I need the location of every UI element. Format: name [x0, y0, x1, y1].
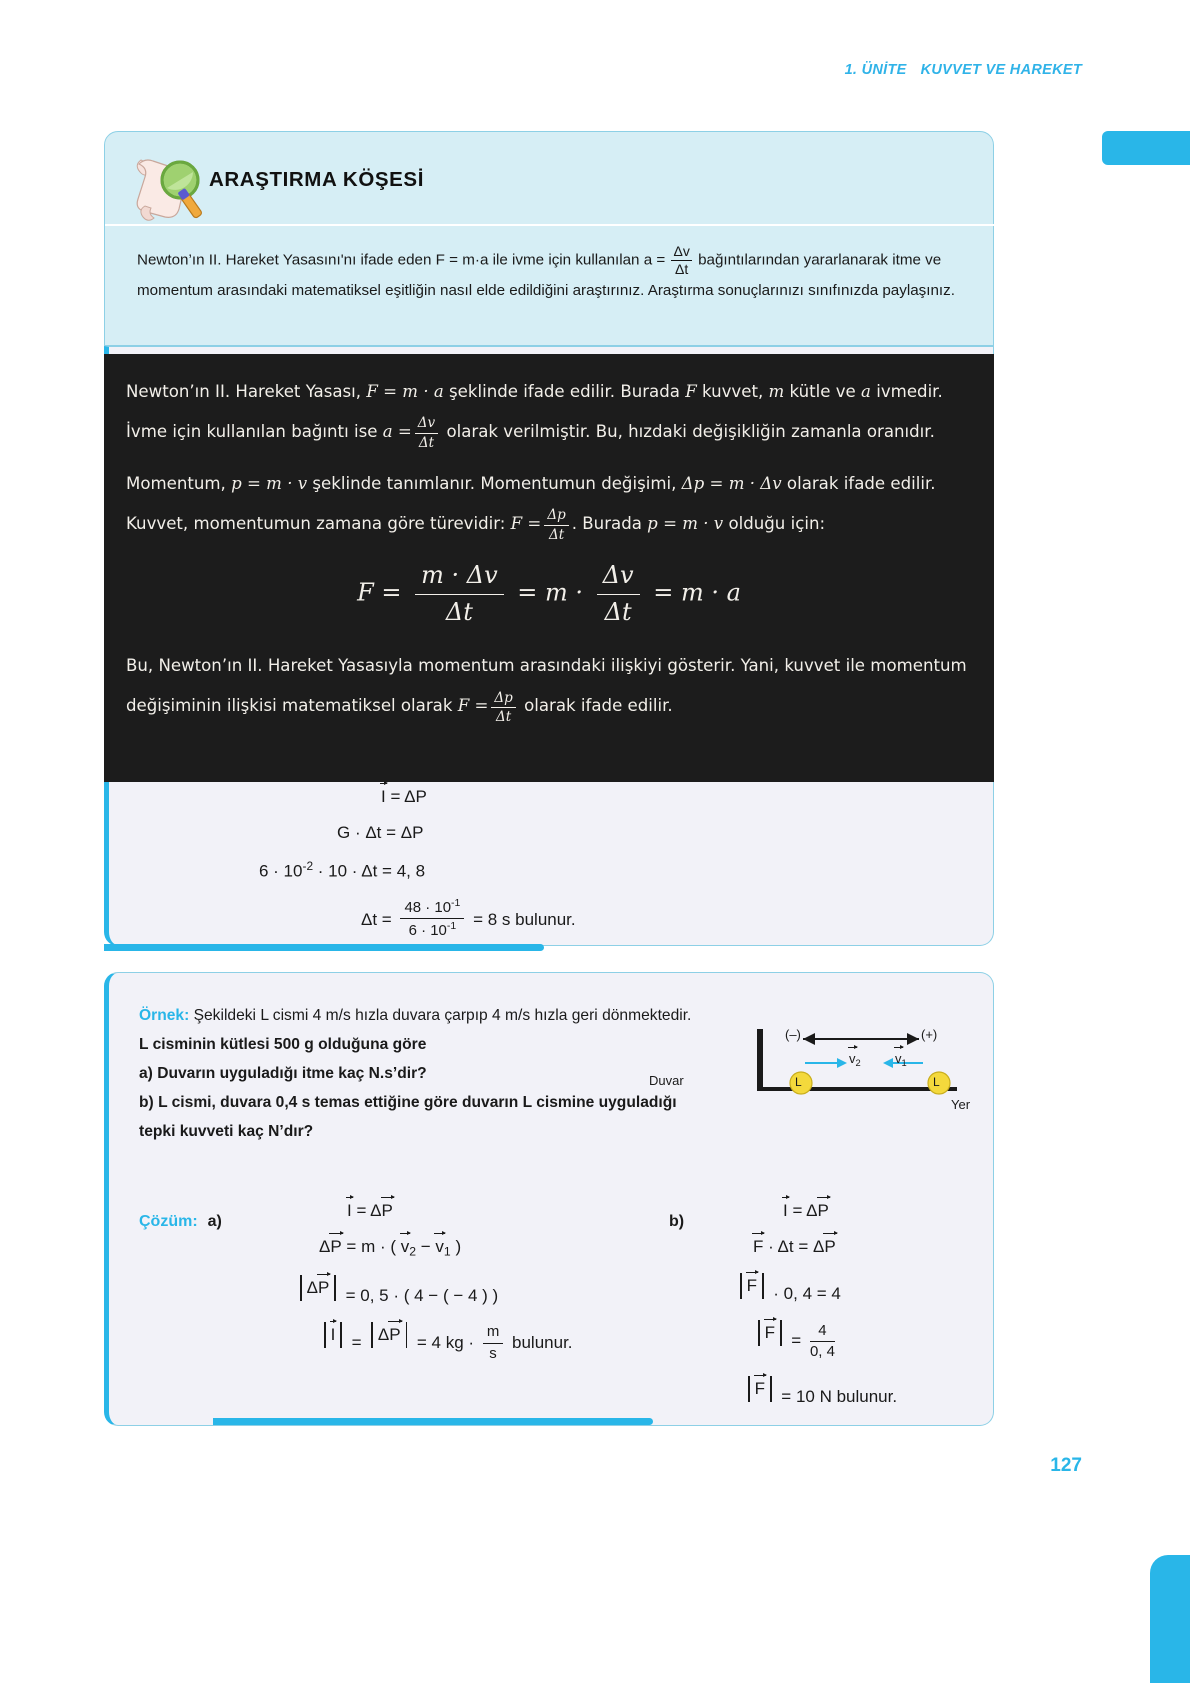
- figure-wall-label: Duvar: [649, 1073, 684, 1088]
- figure-sign-positive: (+): [921, 1027, 938, 1042]
- research-corner-header: [105, 132, 993, 224]
- corner-tab-decoration: [1150, 1555, 1190, 1683]
- unit-fraction-ms: $\frac{m}{s}$: [483, 1324, 503, 1362]
- research-corner-body: [105, 224, 995, 305]
- example-given: L cisminin kütlesi 500 g olduğuna göre: [139, 1036, 427, 1053]
- b-line-5: F = 10 N bulunur.: [719, 1376, 1039, 1407]
- delta-t-numerator: $48 \cdot 10^{-1}$: [400, 898, 464, 919]
- a-line-2: ΔP = m · ( $v_2 - v_1$ ): [319, 1237, 462, 1259]
- solution-line-4: [109, 898, 999, 939]
- solution-part-a-marker: a): [207, 1213, 222, 1230]
- solution-line-3-rest: · 10 · Δt = 4, 8: [313, 861, 426, 881]
- dark-fraction-dp-dt-1: $\frac{\Delta p}{\Delta t}$: [544, 508, 568, 542]
- b-line-4: F = $\frac{4}{0, 4}$: [719, 1320, 1039, 1360]
- example-question-list: [139, 1059, 699, 1146]
- solution-card-underline: [104, 944, 544, 951]
- research-corner-card: [104, 131, 994, 346]
- a-line-1: I = ΔP: [347, 1201, 393, 1220]
- figure-sign-negative: (–): [785, 1027, 801, 1042]
- example-statement: [139, 1001, 699, 1146]
- solution-line-2: G · Δt = ΔP: [337, 823, 424, 842]
- solution-line-3-exponent: -2: [302, 859, 314, 873]
- force-fraction: $\frac{4}{0, 4}$: [809, 1321, 835, 1360]
- solution-part-b-marker: b): [669, 1213, 685, 1230]
- figure-velocity-2: $v_2$: [849, 1051, 861, 1068]
- dark-fraction-dp-dt-2: $\frac{\Delta p}{\Delta t}$: [491, 691, 515, 725]
- question-a-marker: a): [139, 1065, 153, 1082]
- display-fraction-2: $\frac{\Delta v}{\Delta t}$: [597, 562, 640, 626]
- question-b-text: L cismi, duvara 0,4 s temas ettiğine göre duvarın L cismine uyguladığı tepki kuvveti kaç N’dır?: [139, 1094, 677, 1140]
- example-label: Örnek:: [139, 1007, 190, 1024]
- running-header: [845, 62, 1082, 78]
- research-corner-title: ARAŞTIRMA KÖŞESİ: [209, 168, 424, 191]
- b-line-2: F · Δt = ΔP: [753, 1237, 836, 1256]
- figure-velocity-1: $v_1$: [895, 1051, 907, 1068]
- edge-tab-decoration: [1102, 131, 1190, 165]
- example-intro: Şekildeki L cismi 4 m/s hızla duvara çarpıp 4 m/s hızla geri dönmektedir.: [193, 1007, 692, 1024]
- solution-line-1: [109, 787, 999, 807]
- solution-line-1-rhs: = ΔP: [390, 787, 427, 806]
- figure-ground-label: Yer: [951, 1097, 971, 1112]
- figure-body-left-label: L: [795, 1075, 802, 1089]
- acceleration-fraction: [671, 244, 691, 276]
- example-card-underline: [213, 1418, 653, 1425]
- previous-solution-math: [109, 787, 999, 955]
- fraction-denominator: Δt: [675, 260, 689, 277]
- solution-label-row: [139, 1213, 222, 1231]
- dark-paragraph-1: Newton’ın II. Hareket Yasası, F = m · a şeklinde ifade edilir. Burada F kuvvet, m kütle ve a ivmedir. İvme için kullanılan bağıntı ise a = $\frac{\Delta v}{\Delta t}$ olarak verilmiştir. Bu, hızdaki değişikliğin zamanla oranıdır.: [126, 382, 943, 451]
- dark-paragraph-2: Momentum, p = m · v şeklinde tanımlanır. Momentumun değişimi, Δp = m · Δv olarak ifade edilir. Kuvvet, momentumun zamana göre türevidir: F = $\frac{\Delta p}{\Delta t}$ . Burada p = m · v olduğu için:: [126, 474, 936, 543]
- solution-column-b: [719, 1201, 1039, 1423]
- delta-t-denominator: $6 \cdot 10^{-1}$: [408, 920, 457, 939]
- dark-paragraph-3: Bu, Newton’ın II. Hareket Yasasıyla momentum arasındaki ilişkiyi gösterir. Yani, kuvvet ile momentum değişiminin ilişkisi matematiksel olarak F = $\frac{\Delta p}{\Delta t}$ olarak ifade edilir.: [126, 656, 967, 726]
- solution-label: Çözüm:: [139, 1213, 198, 1230]
- delta-t-result: = 8 s bulunur.: [473, 909, 576, 929]
- delta-t-label: Δt =: [361, 909, 392, 929]
- question-b-marker: b): [139, 1094, 154, 1111]
- a-line-3: Δ P = 0, 5 · ( 4 − ( − 4 ) ): [289, 1275, 649, 1306]
- impulse-vector: I: [381, 787, 386, 806]
- unit-title: KUVVET VE HAREKET: [920, 62, 1082, 78]
- dark-display-equation: F = $\frac{m \cdot \Delta v}{\Delta t}$ = m · $\frac{\Delta v}{\Delta t}$ = m · a: [357, 561, 741, 626]
- page-number: 127: [1050, 1455, 1082, 1476]
- example-question-b: [139, 1088, 699, 1146]
- b-line-1: I = ΔP: [783, 1201, 829, 1220]
- a-line-4: I = Δ P = 4 kg · $\frac{m}{s}$ bulunur.: [289, 1322, 649, 1362]
- display-fraction-1: $\frac{m \cdot \Delta v}{\Delta t}$: [415, 562, 504, 626]
- example-question-a: [139, 1059, 699, 1088]
- solution-line-3-base: 6 · 10: [259, 861, 303, 881]
- solution-column-a: [289, 1201, 649, 1378]
- unit-number: 1. ÜNİTE: [844, 62, 907, 78]
- research-text-part1: Newton’ın II. Hareket Yasasını'nı ifade eden F = m·a ile ivme için kullanılan a =: [137, 251, 670, 269]
- example-card: [104, 972, 994, 1426]
- figure-body-right-label: L: [933, 1075, 940, 1089]
- dark-explanation-block: [104, 354, 994, 782]
- scroll-magnifier-icon: [127, 150, 213, 222]
- research-text-part2: bağıntılarından yararlanarak itme ve momentum arasındaki matematiksel eşitliğin nasıl elde edildiğini araştırınız. Araştırma sonuçlarınızı sınıfınızda paylaşınız.: [137, 251, 955, 300]
- dark-fraction-dv-dt: $\frac{\Delta v}{\Delta t}$: [415, 416, 438, 450]
- collision-figure: [649, 1021, 989, 1131]
- question-a-text: Duvarın uyguladığı itme kaç N.s’dir?: [157, 1065, 427, 1082]
- b-line-3: F · 0, 4 = 4: [719, 1273, 1039, 1304]
- fraction-numerator: Δv: [673, 243, 690, 259]
- delta-t-fraction: [400, 898, 464, 939]
- solution-line-3: [109, 859, 999, 882]
